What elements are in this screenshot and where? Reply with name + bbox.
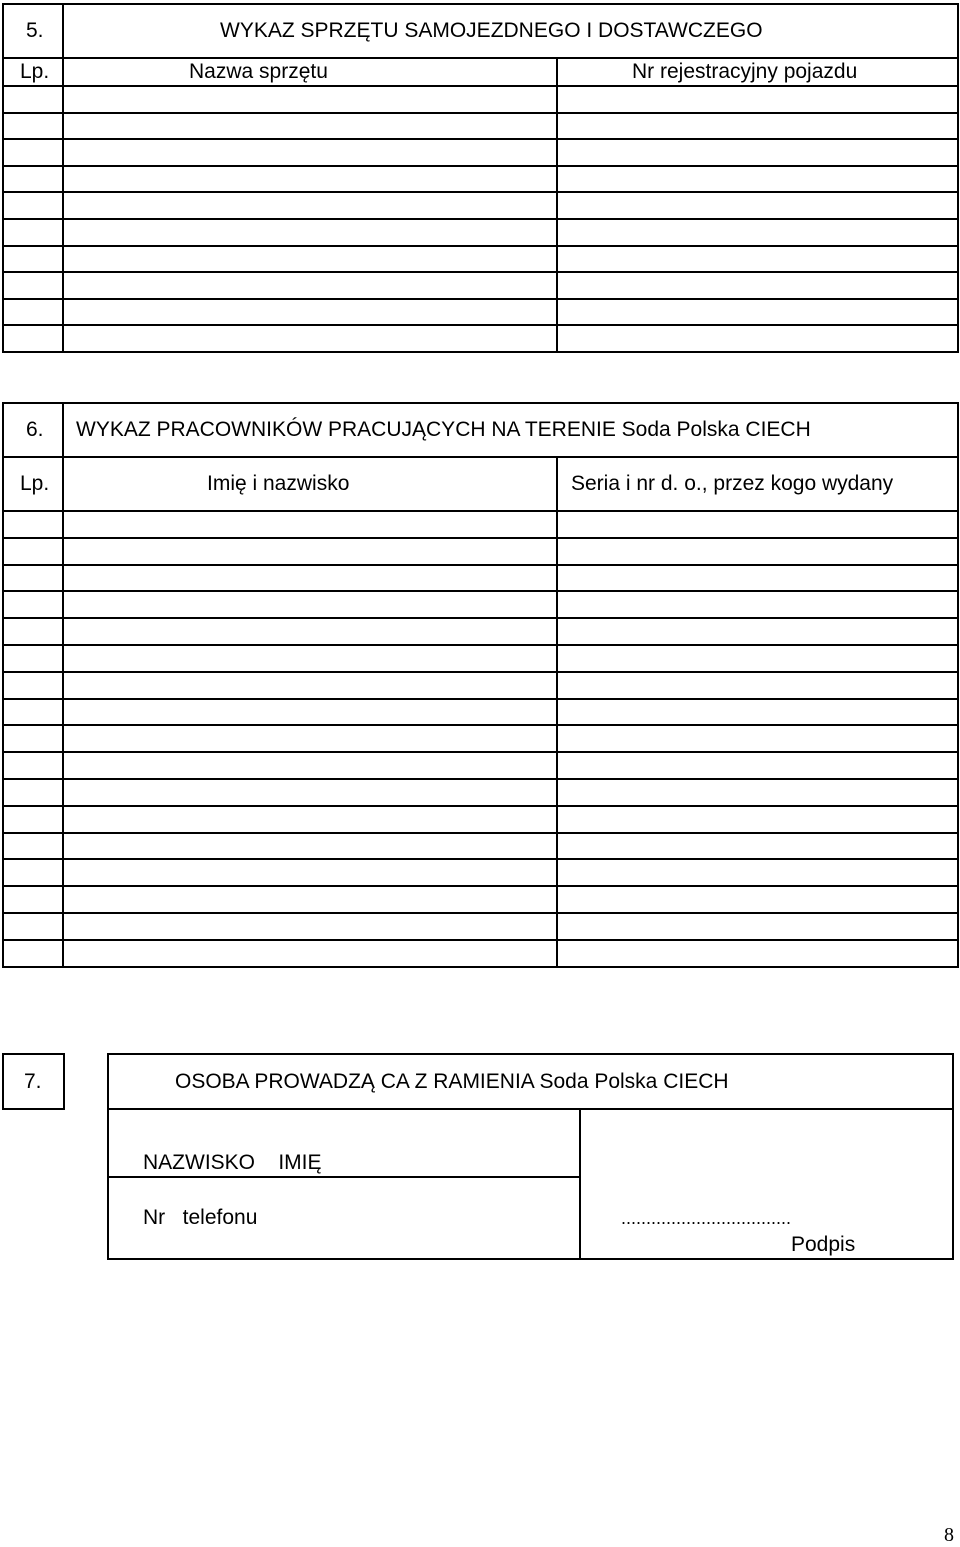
divider — [109, 1176, 579, 1178]
value-cell[interactable] — [557, 565, 958, 592]
value-cell[interactable] — [557, 299, 958, 326]
name-cell[interactable] — [63, 725, 557, 752]
value-cell[interactable] — [557, 859, 958, 886]
lp-cell[interactable] — [3, 325, 63, 352]
signature-line: .................................. — [621, 1208, 792, 1228]
worker-row — [3, 886, 958, 913]
value-cell[interactable] — [557, 192, 958, 219]
section-number: 5. — [3, 4, 63, 58]
lp-cell[interactable] — [3, 940, 63, 967]
lp-cell[interactable] — [3, 192, 63, 219]
column-header-lp: Lp. — [3, 58, 63, 86]
section-number: 7. — [24, 1070, 42, 1093]
column-header-equipment-name: Nazwa sprzętu — [63, 58, 557, 86]
lp-cell[interactable] — [3, 886, 63, 913]
value-cell[interactable] — [557, 699, 958, 726]
lp-cell[interactable] — [3, 833, 63, 860]
value-cell[interactable] — [557, 511, 958, 538]
equipment-row — [3, 139, 958, 166]
section-title: WYKAZ SPRZĘTU SAMOJEZDNEGO I DOSTAWCZEGO — [63, 4, 958, 58]
column-header-id-document: Seria i nr d. o., przez kogo wydany — [557, 457, 958, 511]
lp-cell[interactable] — [3, 538, 63, 565]
name-cell[interactable] — [63, 113, 557, 140]
lp-cell[interactable] — [3, 779, 63, 806]
workers-table — [2, 402, 959, 968]
value-cell[interactable] — [557, 779, 958, 806]
lp-cell[interactable] — [3, 166, 63, 193]
equipment-row — [3, 325, 958, 352]
name-cell[interactable] — [63, 913, 557, 940]
value-cell[interactable] — [557, 618, 958, 645]
lp-cell[interactable] — [3, 859, 63, 886]
equipment-row — [3, 246, 958, 273]
worker-row — [3, 618, 958, 645]
name-cell[interactable] — [63, 325, 557, 352]
value-cell[interactable] — [557, 113, 958, 140]
lp-cell[interactable] — [3, 86, 63, 113]
worker-row — [3, 725, 958, 752]
lp-cell[interactable] — [3, 672, 63, 699]
equipment-row — [3, 219, 958, 246]
lp-cell[interactable] — [3, 752, 63, 779]
lp-cell[interactable] — [3, 113, 63, 140]
lp-cell[interactable] — [3, 806, 63, 833]
value-cell[interactable] — [557, 166, 958, 193]
page-number: 8 — [944, 1524, 954, 1546]
name-cell[interactable] — [63, 833, 557, 860]
section-number-box — [2, 1053, 65, 1110]
value-cell[interactable] — [557, 246, 958, 273]
value-cell[interactable] — [557, 725, 958, 752]
value-cell[interactable] — [557, 325, 958, 352]
column-header-registration-number: Nr rejestracyjny pojazdu — [557, 58, 958, 86]
value-cell[interactable] — [557, 886, 958, 913]
name-cell[interactable] — [63, 192, 557, 219]
name-cell[interactable] — [63, 806, 557, 833]
equipment-row — [3, 166, 958, 193]
value-cell[interactable] — [557, 86, 958, 113]
worker-row — [3, 859, 958, 886]
lp-cell[interactable] — [3, 725, 63, 752]
lp-cell[interactable] — [3, 246, 63, 273]
worker-row — [3, 752, 958, 779]
name-cell[interactable] — [63, 672, 557, 699]
value-cell[interactable] — [557, 645, 958, 672]
name-cell[interactable] — [63, 565, 557, 592]
name-cell[interactable] — [63, 538, 557, 565]
worker-row — [3, 511, 958, 538]
name-cell[interactable] — [63, 86, 557, 113]
column-header-lp: Lp. — [3, 457, 63, 511]
name-cell[interactable] — [63, 779, 557, 806]
name-cell[interactable] — [63, 219, 557, 246]
value-cell[interactable] — [557, 833, 958, 860]
name-cell[interactable] — [63, 139, 557, 166]
equipment-row — [3, 299, 958, 326]
lp-cell[interactable] — [3, 618, 63, 645]
lp-cell[interactable] — [3, 913, 63, 940]
name-cell[interactable] — [63, 166, 557, 193]
name-cell[interactable] — [63, 511, 557, 538]
column-header-full-name: Imię i nazwisko — [63, 457, 557, 511]
lp-cell[interactable] — [3, 511, 63, 538]
value-cell[interactable] — [557, 913, 958, 940]
equipment-row — [3, 113, 958, 140]
worker-row — [3, 645, 958, 672]
equipment-row — [3, 192, 958, 219]
value-cell[interactable] — [557, 591, 958, 618]
worker-row — [3, 591, 958, 618]
section-title: WYKAZ PRACOWNIKÓW PRACUJĄCYCH NA TERENIE Soda Polska CIECH — [63, 403, 958, 457]
name-cell[interactable] — [63, 645, 557, 672]
equipment-row — [3, 272, 958, 299]
value-cell[interactable] — [557, 752, 958, 779]
worker-row — [3, 913, 958, 940]
phone-label: Nr telefonu — [143, 1206, 258, 1229]
value-cell[interactable] — [557, 672, 958, 699]
lp-cell[interactable] — [3, 699, 63, 726]
value-cell[interactable] — [557, 538, 958, 565]
worker-row — [3, 565, 958, 592]
worker-row — [3, 833, 958, 860]
worker-row — [3, 699, 958, 726]
value-cell[interactable] — [557, 139, 958, 166]
worker-row — [3, 806, 958, 833]
name-cell[interactable] — [63, 591, 557, 618]
value-cell[interactable] — [557, 272, 958, 299]
name-label: NAZWISKO IMIĘ — [143, 1151, 322, 1174]
signature-label: Podpis — [791, 1233, 856, 1256]
equipment-row — [3, 86, 958, 113]
divider — [109, 1108, 952, 1110]
section-title: OSOBA PROWADZĄ CA Z RAMIENIA Soda Polska CIECH — [175, 1070, 729, 1093]
worker-row — [3, 672, 958, 699]
worker-row — [3, 940, 958, 967]
name-cell[interactable] — [63, 752, 557, 779]
name-cell[interactable] — [63, 299, 557, 326]
contact-person-box — [107, 1053, 954, 1260]
name-cell[interactable] — [63, 940, 557, 967]
lp-cell[interactable] — [3, 591, 63, 618]
section-number: 6. — [3, 403, 63, 457]
worker-row — [3, 538, 958, 565]
divider — [579, 1108, 581, 1258]
name-cell[interactable] — [63, 886, 557, 913]
lp-cell[interactable] — [3, 299, 63, 326]
value-cell[interactable] — [557, 806, 958, 833]
equipment-table — [2, 3, 959, 353]
value-cell[interactable] — [557, 219, 958, 246]
lp-cell[interactable] — [3, 219, 63, 246]
name-cell[interactable] — [63, 618, 557, 645]
value-cell[interactable] — [557, 940, 958, 967]
worker-row — [3, 779, 958, 806]
lp-cell[interactable] — [3, 139, 63, 166]
name-cell[interactable] — [63, 246, 557, 273]
name-cell[interactable] — [63, 272, 557, 299]
lp-cell[interactable] — [3, 272, 63, 299]
lp-cell[interactable] — [3, 565, 63, 592]
name-cell[interactable] — [63, 699, 557, 726]
name-cell[interactable] — [63, 859, 557, 886]
lp-cell[interactable] — [3, 645, 63, 672]
